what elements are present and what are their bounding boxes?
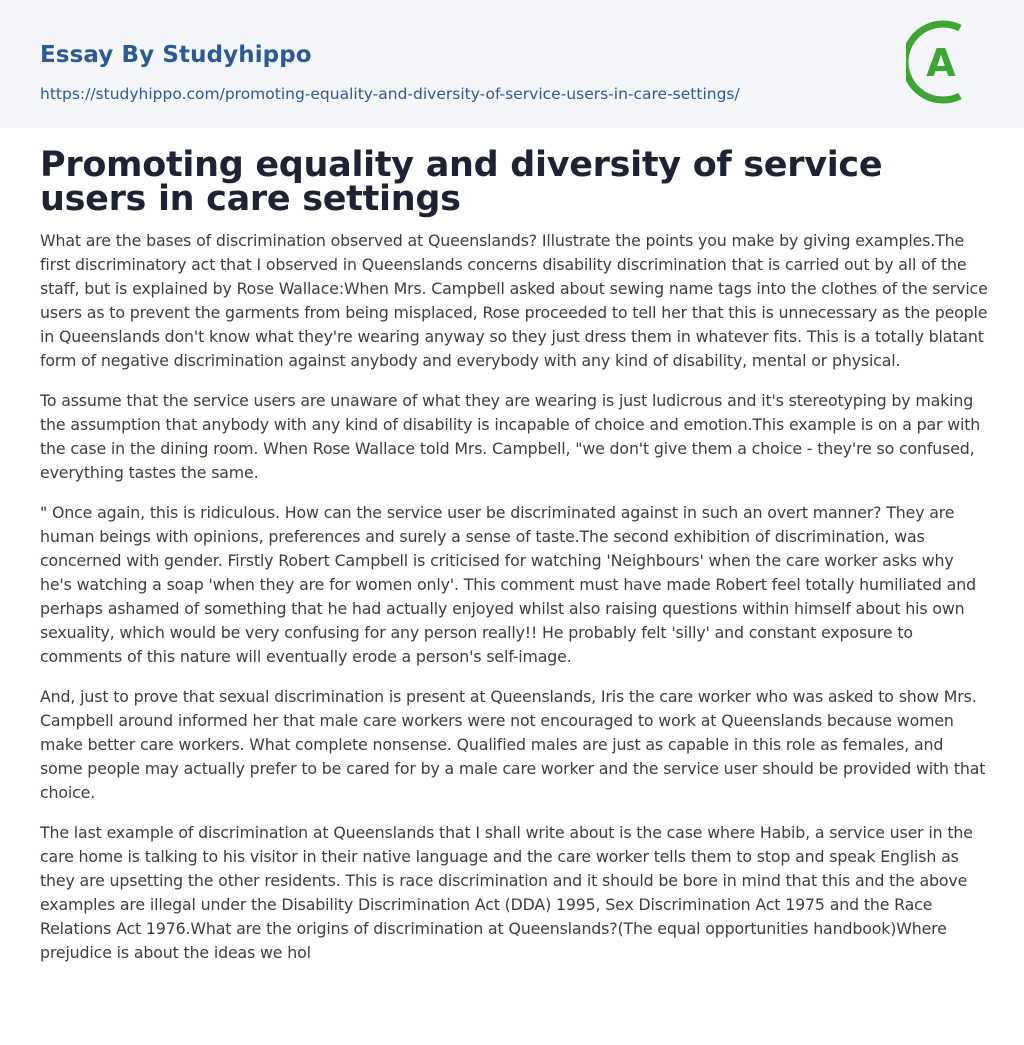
paragraph-4: And, just to prove that sexual discrimination is present at Queenslands, Iris the care worker who was asked to show Mrs. Campbell around informed her that male care workers were not encouraged to work at Queenslands because women make better care workers. What complete nonsense. Qualified males are just as capable in this role as females, and some people may actually prefer to be cared for by a male care worker and the service user should be provided with that choice. bbox=[40, 687, 986, 802]
paragraph-5: The last example of discrimination at Queenslands that I shall write about is the case where Habib, a service user in the care home is talking to his visitor in their native language and the care worker tells them to stop and speak English as they are upsetting the other residents. This is race discrimination and it should be bore in mind that this and the above examples are illegal under the Disability Discrimination Act (DDA) 1995, Sex Discrimination Act 1975 and the Race Relations Act 1976.What are the origins of discrimination at Queenslands?(The equal opportunities handbook)Where prejudice is about the ideas we hol bbox=[40, 823, 973, 962]
paragraph-3: " Once again, this is ridiculous. How can the service user be discriminated against in such an overt manner? They are human beings with opinions, preferences and surely a sense of taste.The second exhibition of discrimination, was concerned with gender. Firstly Robert Campbell is criticised for watching 'Neighbours' when the care worker asks why he's watching a soap 'when they are for women only'. This comment must have made Robert feel totally humiliated and perhaps ashamed of something that he had actually enjoyed whilst also raising questions within himself about his own sexuality, which would be very confusing for any person really!! He probably felt 'silly' and constant exposure to comments of this nature will eventually erode a person's self-image. bbox=[40, 503, 976, 666]
site-brand[interactable]: Essay By Studyhippo bbox=[40, 42, 312, 68]
studyhippo-logo-icon[interactable] bbox=[906, 18, 990, 106]
page-title: Promoting equality and diversity of service users in care settings bbox=[40, 145, 883, 219]
article bbox=[40, 145, 990, 981]
logo-letter: A bbox=[926, 41, 956, 85]
page-url-link[interactable]: https://studyhippo.com/promoting-equality-and-diversity-of-service-users-in-care-settings/ bbox=[40, 85, 740, 103]
paragraph-2: To assume that the service users are unaware of what they are wearing is just ludicrous and it's stereotyping by making the assumption that anybody with any kind of disability is incapable of choice and emotion.This example is on a par with the case in the dining room. When Rose Wallace told Mrs. Campbell, "we don't give them a choice - they're so confused, everything tastes the same. bbox=[40, 391, 981, 482]
paragraph-1: What are the bases of discrimination observed at Queenslands? Illustrate the points you make by giving examples.The first discriminatory act that I observed in Queenslands concerns disability discrimination that is carried out by all of the staff, but is explained by Rose Wallace:When Mrs. Campbell asked about sewing name tags into the clothes of the service users as to prevent the garments from being misplaced, Rose proceeded to tell her that this is unnecessary as the people in Queenslands don't know what they're wearing anyway so they just dress them in whatever fits. This is a totally blatant form of negative discrimination against anybody and everybody with any kind of disability, mental or physical. bbox=[40, 231, 988, 370]
site-header bbox=[0, 0, 1024, 128]
